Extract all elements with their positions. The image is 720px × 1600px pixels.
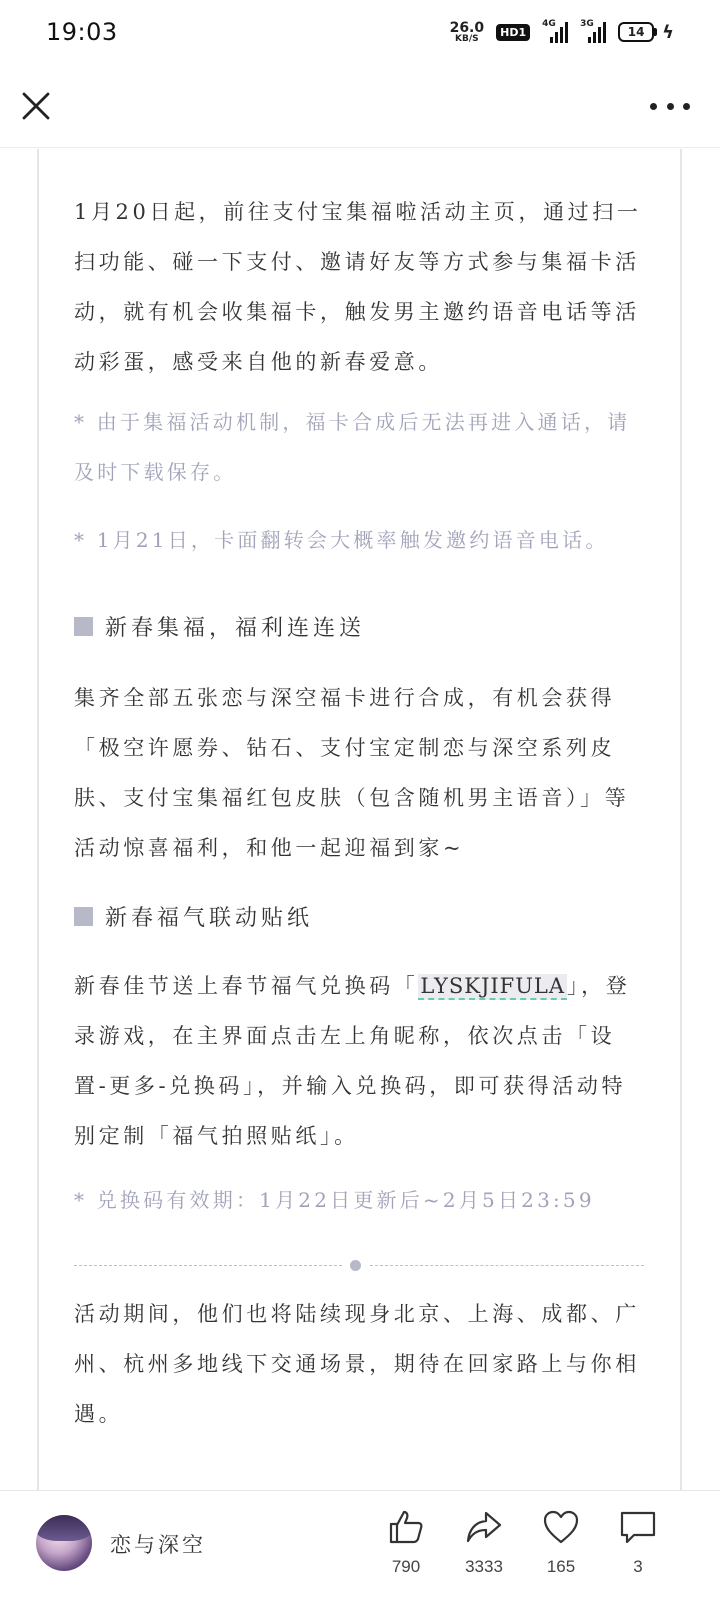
section-heading-stickers — [74, 901, 649, 932]
close-icon — [20, 90, 52, 122]
battery-level: 14 — [618, 22, 654, 42]
redeem-code[interactable]: LYSKJIFULA — [420, 974, 566, 998]
more-dot-icon — [667, 103, 674, 110]
favorite-count: 165 — [546, 1557, 576, 1576]
signal-3g-label: 3G — [580, 19, 594, 29]
section-divider — [74, 1259, 644, 1271]
note-call-save: * 由于集福活动机制，福卡合成后无法再进入通话，请及时下载保存。 — [74, 410, 631, 484]
section-heading-text: 新春福气联动贴纸 — [105, 906, 314, 931]
status-bar — [0, 0, 720, 64]
heading-square-icon — [74, 907, 93, 926]
network-speed-unit: KB/S — [455, 33, 479, 44]
nav-bar — [0, 64, 720, 148]
redeem-text-after: 」，登录游戏，在主界面点击左上角昵称，依次点击「设置-更多-兑换码」，并输入兑换码，即可获得活动特别定制「福气拍照贴纸」。 — [74, 974, 631, 1148]
status-time: 19:03 — [46, 18, 118, 46]
hd-badge: HD1 — [496, 24, 530, 41]
battery-icon — [618, 22, 674, 43]
note-card-flip: * 1月21日，卡面翻转会大概率触发邀约语音电话。 — [74, 528, 609, 552]
share-arrow-icon — [464, 1507, 504, 1547]
more-dot-icon — [683, 103, 690, 110]
favorite-button[interactable] — [521, 1507, 601, 1577]
close-button[interactable] — [20, 90, 52, 122]
paragraph-rewards: 集齐全部五张恋与深空福卡进行合成，有机会获得「极空许愿券、钻石、支付宝定制恋与深空系列皮肤、支付宝集福红包皮肤（包含随机男主语音）」等活动惊喜福利，和他一起迎福到家~ — [74, 686, 630, 860]
author-avatar[interactable] — [36, 1515, 92, 1571]
share-count: 3333 — [465, 1557, 503, 1576]
heading-square-icon — [74, 617, 93, 636]
status-indicators — [450, 21, 674, 44]
network-speed — [450, 21, 485, 44]
heart-icon — [541, 1507, 581, 1547]
charging-bolt-icon: ϟ — [662, 21, 674, 43]
section-heading-text: 新春集福，福利连连送 — [105, 616, 366, 641]
more-dot-icon — [650, 103, 657, 110]
like-button[interactable] — [366, 1507, 446, 1577]
note-redeem-validity: * 兑换码有效期：1月22日更新后~2月5日23:59 — [74, 1188, 595, 1212]
paragraph-event-intro: 1月20日起，前往支付宝集福啦活动主页，通过扫一扫功能、碰一下支付、邀请好友等方式参与集福卡活动，就有机会收集福卡，触发男主邀约语音电话等活动彩蛋，感受来自他的新春爱意。 — [74, 200, 642, 374]
signal-4g-icon — [542, 21, 568, 43]
like-count: 790 — [391, 1557, 421, 1576]
comment-button[interactable] — [598, 1507, 678, 1577]
signal-3g-icon — [580, 21, 606, 43]
redeem-text-before: 新春佳节送上春节福气兑换码「 — [74, 974, 419, 998]
share-button[interactable] — [444, 1507, 524, 1577]
section-heading-blessings — [74, 611, 649, 642]
article-body[interactable] — [37, 149, 682, 1490]
comment-count: 3 — [633, 1557, 643, 1576]
paragraph-redeem — [74, 961, 649, 1161]
bottom-action-bar — [0, 1490, 720, 1600]
signal-4g-label: 4G — [542, 19, 556, 29]
author-name[interactable]: 恋与深空 — [110, 1533, 206, 1557]
more-options-button[interactable] — [650, 94, 690, 118]
divider-dot-icon — [350, 1260, 361, 1271]
comment-bubble-icon — [618, 1507, 658, 1547]
network-speed-value: 26.0 — [449, 19, 485, 36]
paragraph-offline: 活动期间，他们也将陆续现身北京、上海、成都、广州、杭州多地线下交通场景，期待在回家路上与你相遇。 — [74, 1302, 640, 1426]
thumbs-up-icon — [386, 1507, 426, 1547]
